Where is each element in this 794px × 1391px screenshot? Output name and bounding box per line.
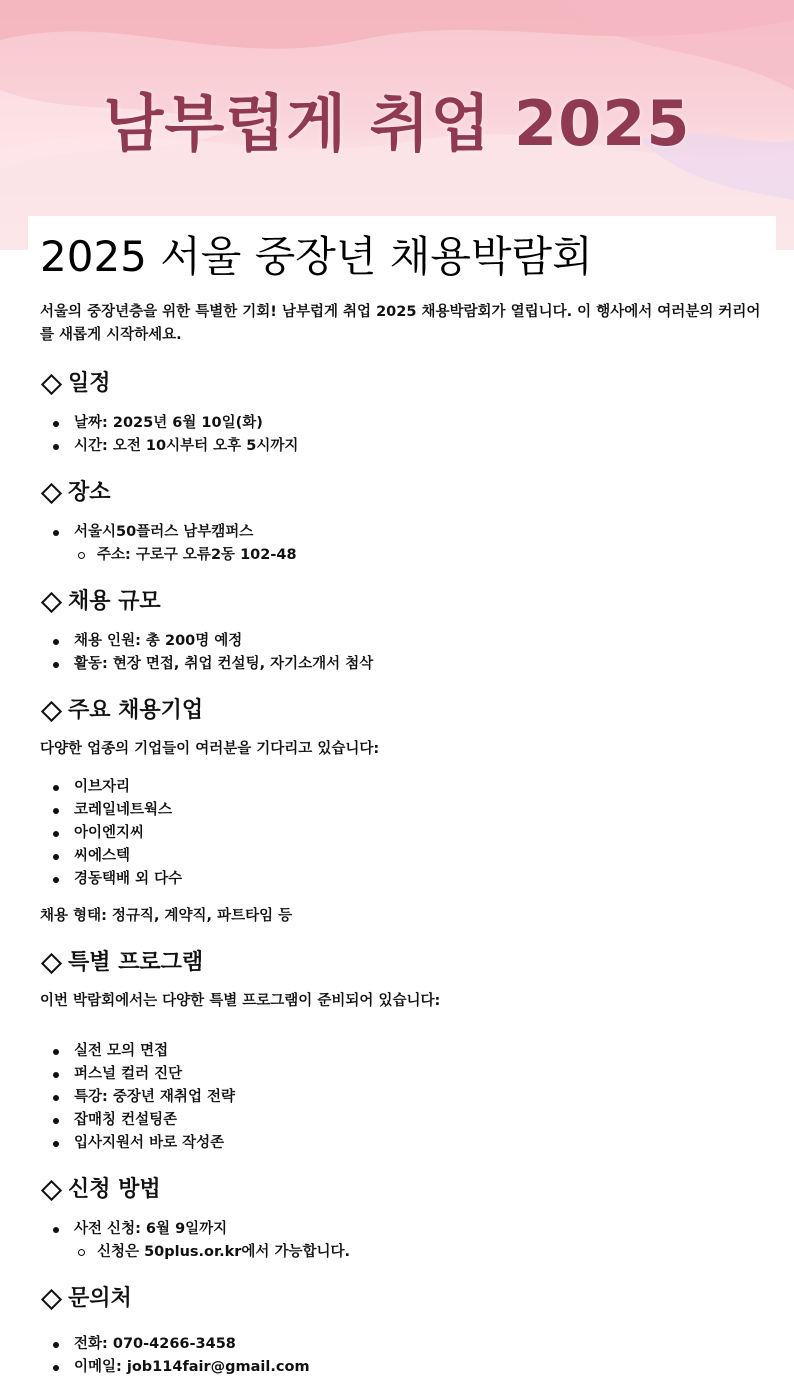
contact-list [40, 1333, 770, 1379]
hero-title: 남부럽게 취업 2025 [103, 87, 691, 160]
bullet-icon [53, 808, 59, 814]
list-item [40, 1218, 770, 1264]
list-item-text: 활동: 현장 면접, 취업 컨설팅, 자기소개서 첨삭 [74, 656, 374, 672]
section-heading-label: 문의처 [68, 1286, 132, 1311]
bullet-icon [53, 785, 59, 791]
circle-bullet-icon [78, 1249, 85, 1256]
section-heading-apply [40, 1175, 770, 1205]
bullet-icon [53, 1049, 59, 1055]
list-item-text: 퍼스널 컬러 진단 [74, 1066, 183, 1082]
list-item-text: 날짜: 2025년 6월 10일(화) [74, 415, 263, 431]
bullet-icon [53, 444, 59, 450]
list-item [40, 1109, 770, 1132]
hero-banner [0, 0, 794, 250]
diamond-icon [41, 700, 62, 721]
list-item [40, 653, 770, 676]
list-item-text: 경동택배 외 다수 [74, 871, 183, 887]
bullet-icon [53, 1095, 59, 1101]
diamond-icon [41, 1288, 62, 1309]
scale-list [40, 630, 770, 676]
venue-sub-list [74, 544, 770, 567]
list-item [40, 776, 770, 799]
section-heading-venue [40, 478, 770, 508]
list-item-text: 시간: 오전 10시부터 오후 5시까지 [74, 438, 299, 454]
companies-lead: 다양한 업종의 기업들이 여러분을 기다리고 있습니다: [40, 741, 380, 757]
bullet-icon [53, 1118, 59, 1124]
section-heading-companies [40, 696, 770, 726]
apply-sub-list [74, 1241, 770, 1264]
section-heading-contact [40, 1284, 770, 1314]
contact-email: 이메일: job114fair@gmail.com [74, 1359, 310, 1375]
sub-list-item-text: 주소: 구로구 오류2동 102-48 [97, 547, 297, 563]
special-list [40, 1040, 770, 1155]
bullet-icon [53, 831, 59, 837]
bullet-icon [53, 854, 59, 860]
contact-phone: 전화: 070-4266-3458 [74, 1336, 236, 1352]
special-lead: 이번 박람회에서는 다양한 특별 프로그램이 준비되어 있습니다: [40, 993, 441, 1009]
bullet-icon [53, 877, 59, 883]
section-heading-label: 신청 방법 [68, 1177, 161, 1202]
section-heading-schedule [40, 369, 770, 399]
apply-list [40, 1218, 770, 1264]
diamond-icon [41, 482, 62, 503]
page-title: 2025 서울 중장년 채용박람회 [40, 232, 593, 281]
section-heading-scale [40, 587, 770, 617]
intro-text: 서울의 중장년층을 위한 특별한 기회! 남부럽게 취업 2025 채용박람회가 열립니다. 이 행사에서 여러분의 커리어를 새롭게 시작하세요. [40, 304, 761, 343]
list-item-text: 이브자리 [74, 779, 131, 795]
list-item [40, 1063, 770, 1086]
list-item [40, 1333, 770, 1356]
section-heading-special [40, 948, 770, 978]
bullet-icon [53, 421, 59, 427]
list-item [40, 630, 770, 653]
bullet-icon [53, 1227, 59, 1233]
diamond-icon [41, 1179, 62, 1200]
schedule-list [40, 412, 770, 458]
bullet-icon [53, 639, 59, 645]
list-item [40, 799, 770, 822]
bullet-icon [53, 1141, 59, 1147]
sub-list-item [74, 1241, 770, 1264]
venue-list [40, 521, 770, 567]
bullet-icon [53, 662, 59, 668]
list-item-text: 사전 신청: 6월 9일까지 [74, 1221, 228, 1237]
companies-list [40, 776, 770, 891]
list-item [40, 1132, 770, 1155]
diamond-icon [41, 591, 62, 612]
list-item-text: 코레일네트웍스 [74, 802, 173, 818]
section-heading-label: 채용 규모 [68, 589, 161, 614]
section-heading-label: 주요 채용기업 [68, 698, 204, 723]
list-item-text: 실전 모의 면접 [74, 1043, 169, 1059]
bullet-icon [53, 1072, 59, 1078]
section-heading-label: 장소 [68, 480, 111, 505]
main-content [40, 226, 770, 1379]
diamond-icon [41, 952, 62, 973]
list-item [40, 521, 770, 567]
list-item-text: 특강: 중장년 재취업 전략 [74, 1089, 236, 1105]
section-heading-label: 특별 프로그램 [68, 950, 204, 975]
circle-bullet-icon [78, 552, 85, 559]
section-heading-label: 일정 [68, 371, 111, 396]
list-item-text: 입사지원서 바로 작성존 [74, 1135, 225, 1151]
bullet-icon [53, 1342, 59, 1348]
list-item-text: 씨에스텍 [74, 848, 131, 864]
employment-type-text: 채용 형태: 정규직, 계약직, 파트타임 등 [40, 908, 293, 924]
list-item-text: 서울시50플러스 남부캠퍼스 [74, 524, 254, 540]
list-item [40, 822, 770, 845]
sub-list-item [74, 544, 770, 567]
bullet-icon [53, 530, 59, 536]
list-item-text: 채용 인원: 총 200명 예정 [74, 633, 243, 649]
list-item-text: 잡매칭 컨설팅존 [74, 1112, 178, 1128]
sub-list-item-text: 신청은 50plus.or.kr에서 가능합니다. [97, 1244, 351, 1260]
list-item [40, 845, 770, 868]
list-item [40, 1086, 770, 1109]
list-item-text: 아이엔지씨 [74, 825, 145, 841]
list-item [40, 1356, 770, 1379]
list-item [40, 412, 770, 435]
list-item [40, 868, 770, 891]
bullet-icon [53, 1365, 59, 1371]
list-item [40, 1040, 770, 1063]
list-item [40, 435, 770, 458]
diamond-icon [41, 373, 62, 394]
